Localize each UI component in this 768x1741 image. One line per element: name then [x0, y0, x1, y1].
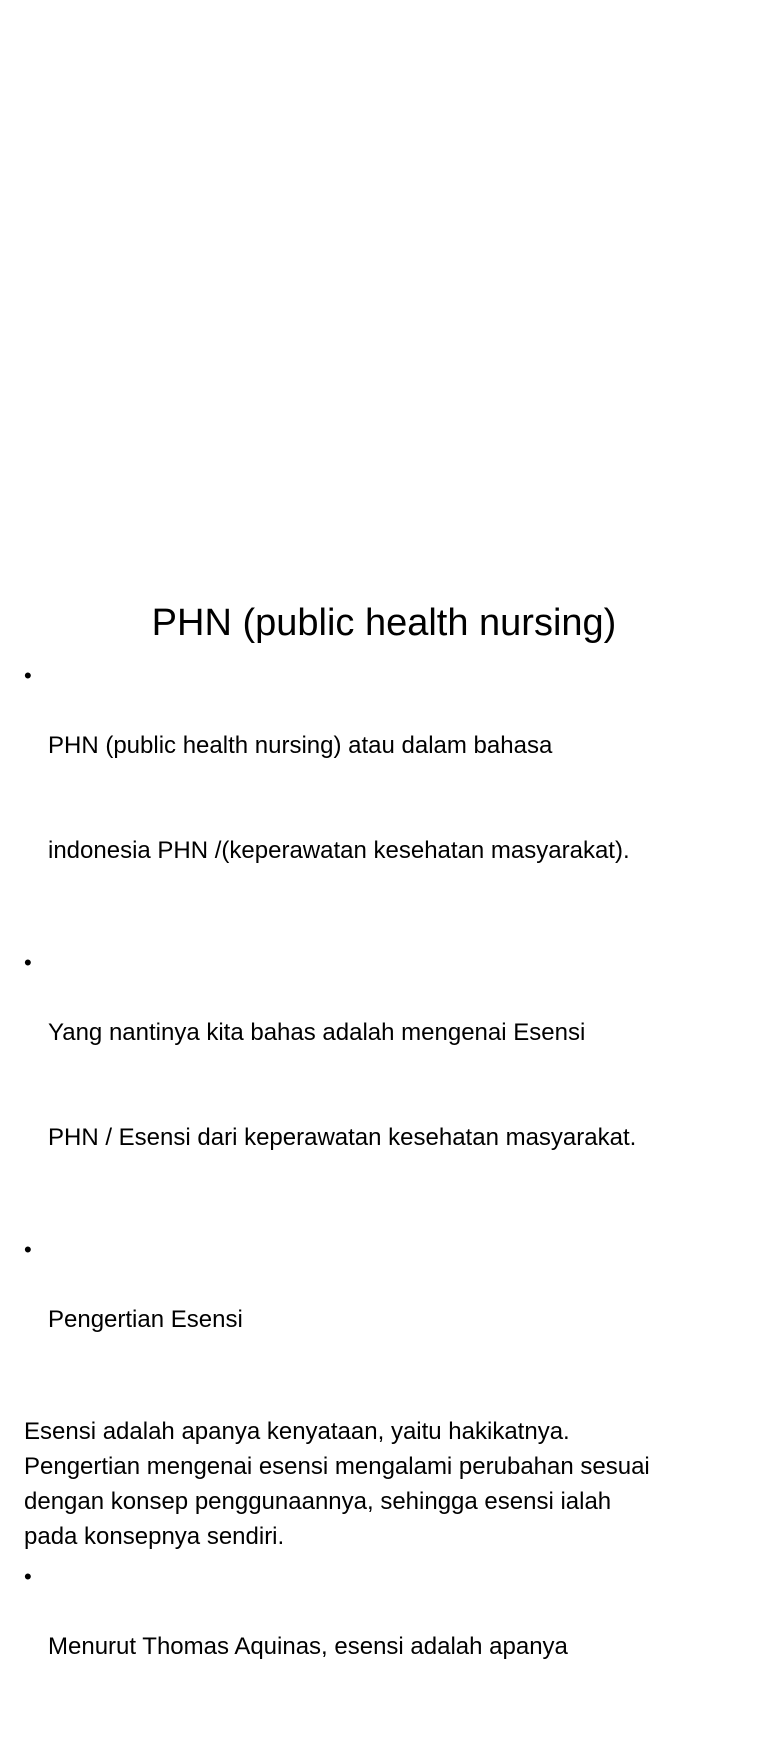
bullet-icon: • — [24, 950, 32, 975]
bullet-item — [24, 945, 754, 1225]
bullet-text — [48, 658, 754, 938]
slide-content — [24, 658, 754, 1741]
bullet-icon: • — [24, 1564, 32, 1589]
bullet-text — [48, 945, 754, 1225]
text-line: PHN / Esensi dari keperawatan kesehatan masyarakat. — [48, 1124, 637, 1151]
bullet-item — [24, 1232, 754, 1407]
bullet-icon: • — [24, 663, 32, 688]
text-line: indonesia PHN /(keperawatan kesehatan masyarakat). — [48, 837, 630, 864]
text-line: PHN (public health nursing) atau dalam bahasa — [48, 732, 553, 759]
bullet-text — [48, 1559, 754, 1734]
bullet-item — [24, 1559, 754, 1734]
bullet-text — [48, 1232, 754, 1407]
text-line: dengan konsep penggunaannya, sehingga esensi ialah — [24, 1488, 612, 1515]
bullet-item — [24, 658, 754, 938]
slide-title: PHN (public health nursing) — [151, 602, 617, 644]
text-line: Esensi adalah apanya kenyataan, yaitu hakikatnya. — [24, 1418, 570, 1445]
text-line: Pengertian mengenai esensi mengalami perubahan sesuai — [24, 1453, 650, 1480]
bullet-icon: • — [24, 1237, 32, 1262]
text-line: Yang nantinya kita bahas adalah mengenai Esensi — [48, 1019, 586, 1046]
text-line: Pengertian Esensi — [48, 1306, 243, 1333]
text-line: Menurut Thomas Aquinas, esensi adalah apanya — [48, 1633, 568, 1660]
text-line: pada konsepnya sendiri. — [24, 1523, 285, 1550]
definition-paragraph — [24, 1414, 754, 1554]
